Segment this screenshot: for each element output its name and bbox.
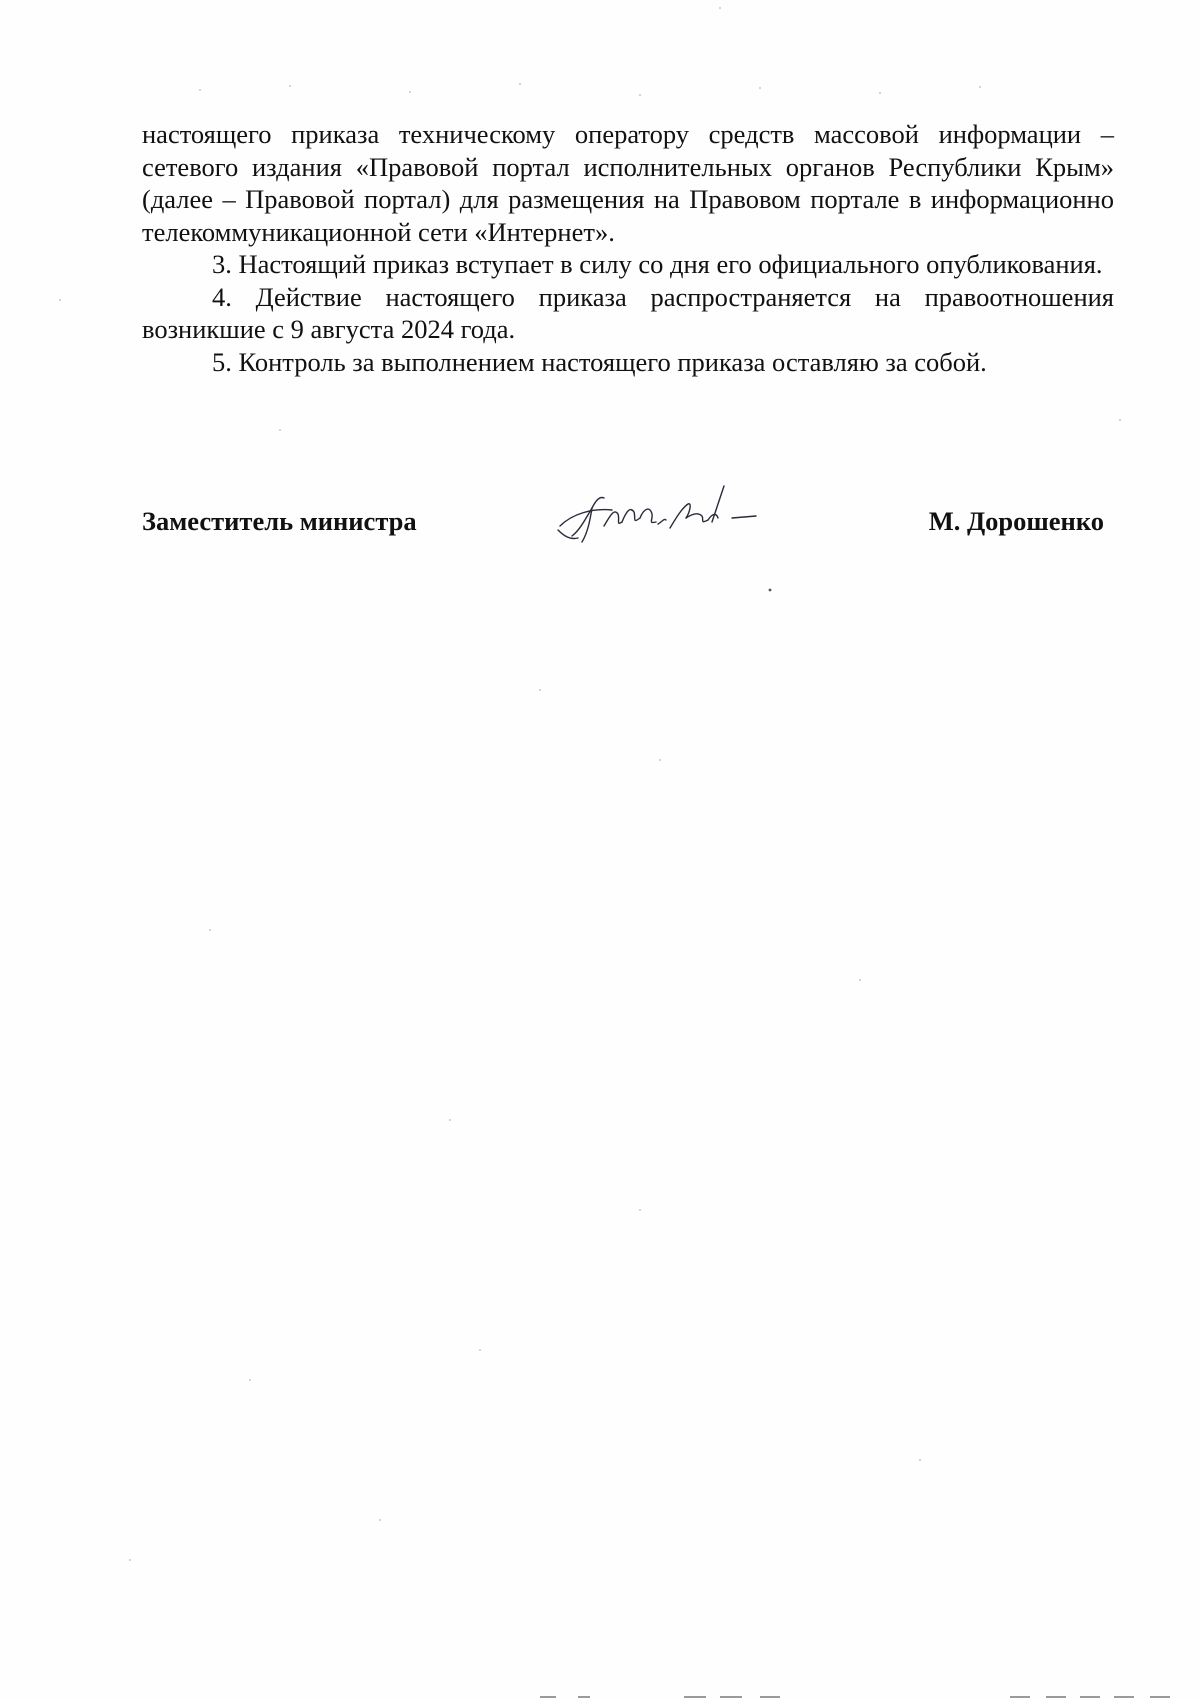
signatory-position: Заместитель министра	[142, 506, 417, 536]
paragraph-continuation: настоящего приказа техническому оператору средств массовой информации – сетевого издания «Правовой портал исполнительных органов Республики Крым» (далее – Правовой портал) для размещения на Правовом портале в информационно телекоммуникационной сети «Интернет».	[142, 119, 1114, 247]
paragraph-item-4: 4. Действие настоящего приказа распространяется на правоотношения возникшие с 9 августа 2024 года.	[142, 281, 1114, 344]
handwritten-signature-icon	[552, 478, 772, 558]
order-body	[142, 118, 1114, 378]
signatory-name: М. Дорошенко	[928, 506, 1104, 536]
paragraph-item-3: 3. Настоящий приказ вступает в силу со дня его официального опубликования.	[212, 249, 1103, 279]
paragraph-item-5: 5. Контроль за выполнением настоящего приказа оставляю за собой.	[212, 346, 987, 377]
signature-block	[142, 478, 1104, 558]
